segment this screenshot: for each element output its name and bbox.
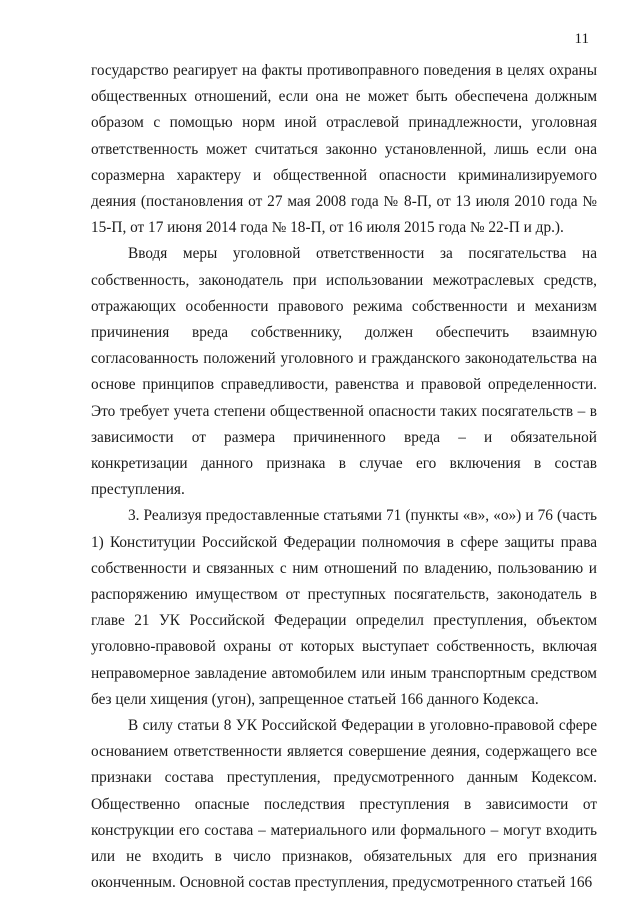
paragraph-criminal-liability-measures: Вводя меры уголовной ответственности за посягательства на собственность, законодатель при использовании межотраслевых средств, отражающих особенности правового режима собственности и механизм причинения вреда собственнику, должен обеспечить взаимную согласованность положений уголовного и гражданского законодательства на основе принципов справедливости, равенства и правовой определенности. Это требует учета степени общественной опасности таких посягательств – в зависимости от размера причиненного вреда – и обязательной конкретизации данного признака в случае его включения в состав преступления.: [91, 245, 597, 499]
document-body: [91, 58, 597, 897]
paragraph-section-3: 3. Реализуя предоставленные статьями 71 (пункты «в», «о») и 76 (часть 1) Конституции Российской Федерации полномочия в сфере защиты права собственности и связанных с ним отношений по владению, пользованию и распоряжению имуществом от преступных посягательств, законодатель в главе 21 УК Российской Федерации определил преступления, объектом уголовно-правовой охраны от которых выступает собственность, включая неправомерное завладение автомобилем или иным транспортным средством без цели хищения (угон), запрещенное статьей 166 данного Кодекса.: [91, 507, 597, 708]
paragraph-article-8: В силу статьи 8 УК Российской Федерации в уголовно-правовой сфере основанием ответственности является совершение деяния, содержащего все признаки состава преступления, предусмотренного данным Кодексом. Общественно опасные последствия преступления в зависимости от конструкции его состава – материального или формального – могут входить или не входить в число признаков, обязательных для его признания оконченным. Основной состав преступления, предусмотренного статьей 166: [91, 717, 597, 892]
page-number: 11: [574, 31, 589, 47]
paragraph-continuation: государство реагирует на факты противоправного поведения в целях охраны общественных отношений, если она не может быть обеспечена должным образом с помощью норм иной отраслевой принадлежности, уголовная ответственность может считаться законно установленной, лишь если она соразмерна характеру и общественной опасности криминализируемого деяния (постановления от 27 мая 2008 года № 8-П, от 13 июля 2010 года № 15-П, от 17 июня 2014 года № 18-П, от 16 июля 2015 года № 22-П и др.).: [91, 62, 597, 237]
